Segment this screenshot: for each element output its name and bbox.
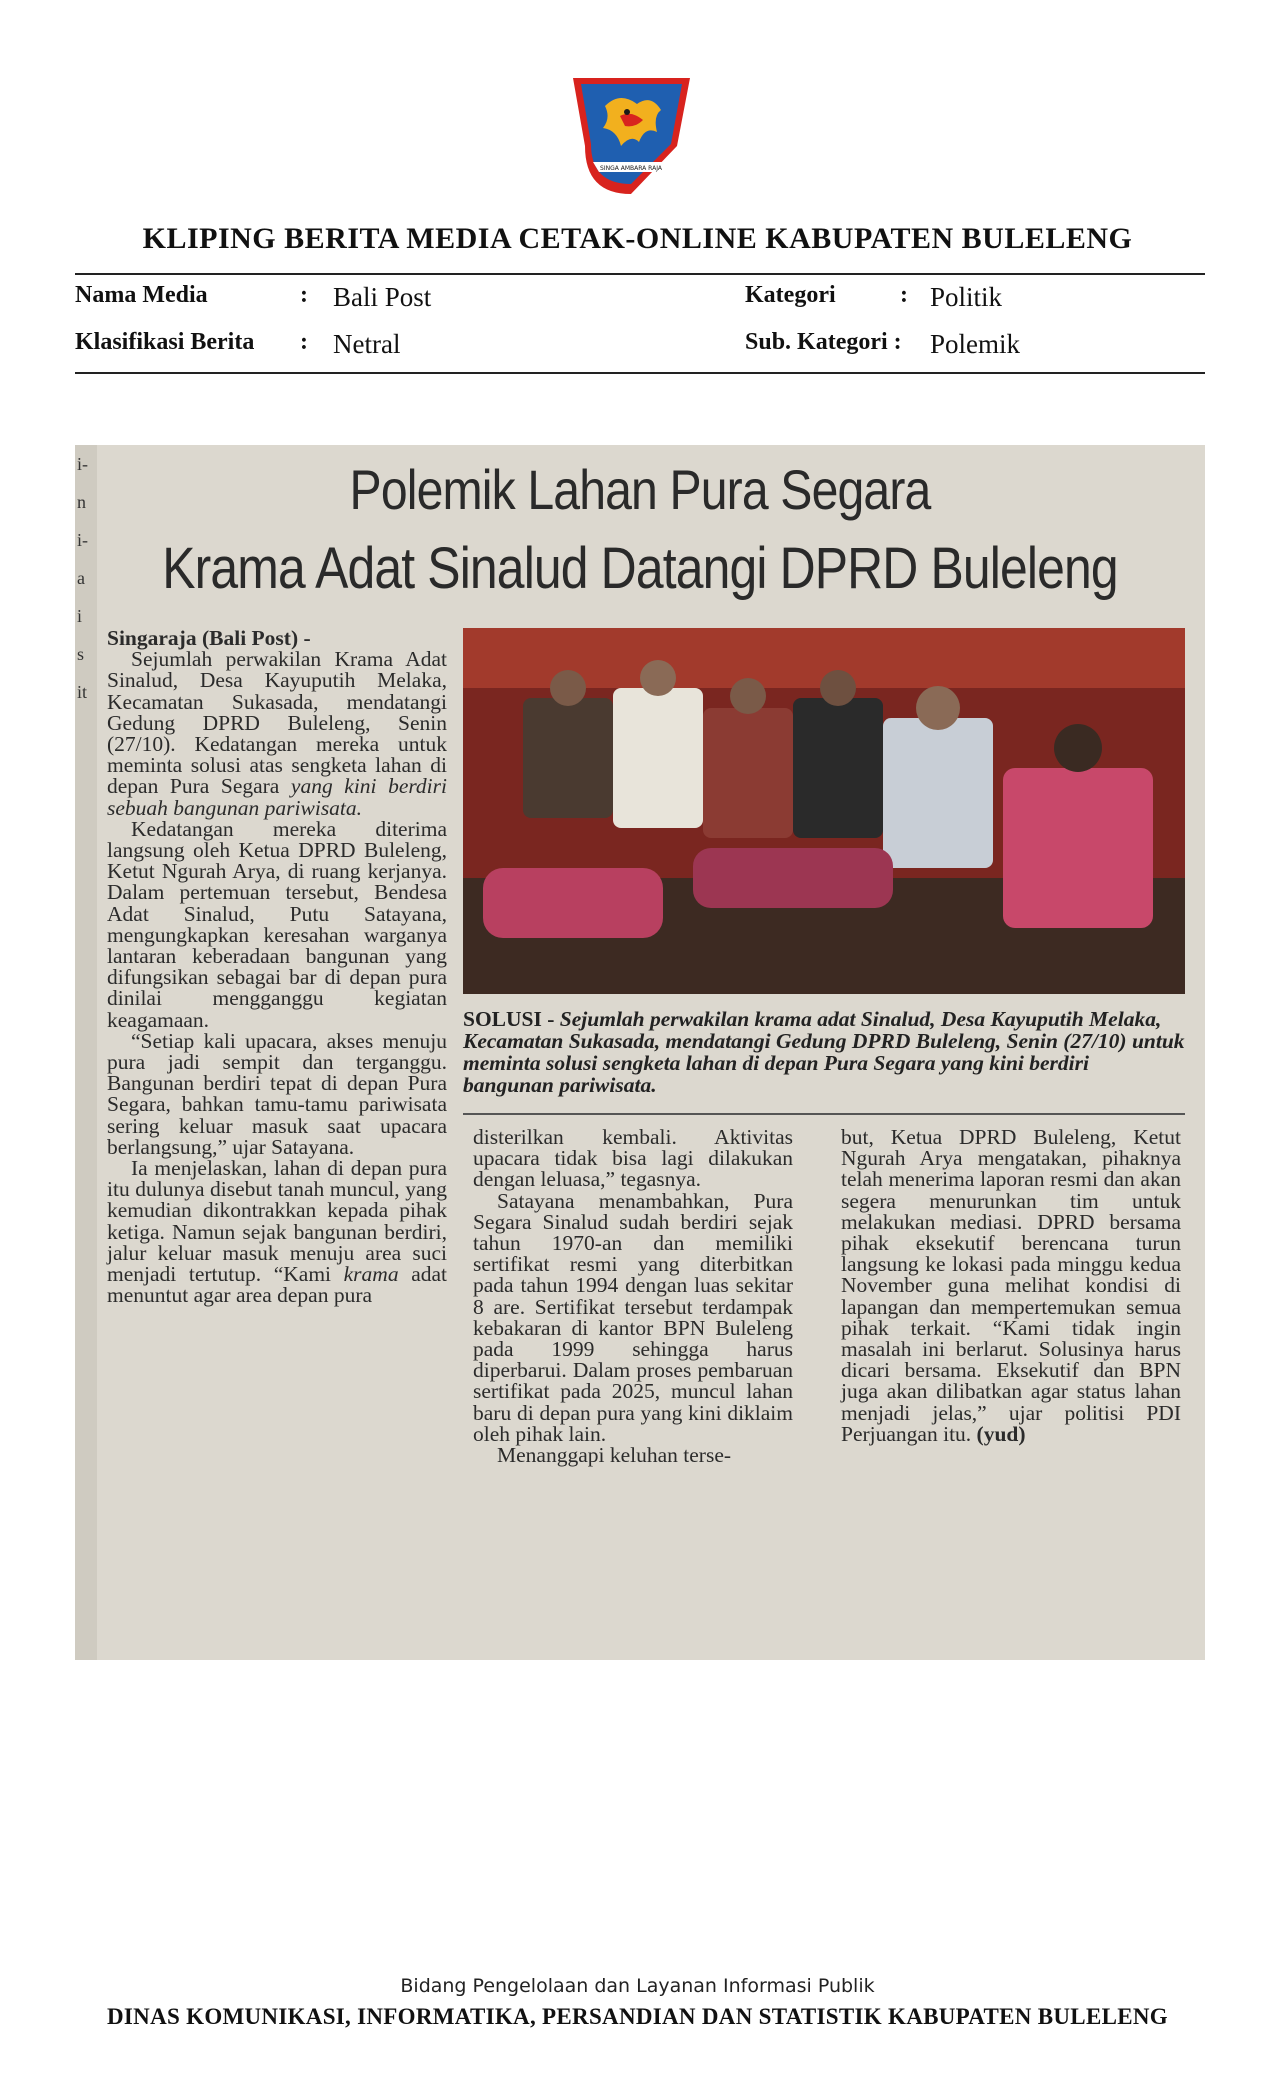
edge-letter: i- bbox=[77, 530, 88, 550]
photo-caption bbox=[463, 1008, 1185, 1096]
dateline: Singaraja (Bali Post) - bbox=[107, 626, 311, 650]
col1-paragraph-4-italic: krama bbox=[343, 1262, 399, 1287]
caption-divider bbox=[463, 1113, 1185, 1115]
logo-text: SINGA AMBARA RAJA bbox=[600, 165, 662, 172]
classification-value: Netral bbox=[333, 329, 401, 359]
top-divider bbox=[75, 273, 1205, 275]
regency-logo bbox=[565, 76, 698, 196]
subcategory-label: Sub. Kategori : bbox=[745, 329, 902, 355]
category-value: Politik bbox=[930, 282, 1003, 312]
author-signoff: (yud) bbox=[976, 1421, 1026, 1446]
article-photo bbox=[463, 628, 1185, 994]
edge-letters bbox=[77, 445, 88, 711]
headline-line-2: Krama Adat Sinalud Datangi DPRD Buleleng bbox=[162, 536, 1118, 601]
edge-letter: s bbox=[77, 644, 85, 664]
caption-lead: SOLUSI - bbox=[463, 1007, 555, 1031]
classification-label: Klasifikasi Berita bbox=[75, 329, 255, 355]
col1-paragraph-3: “Setiap kali upacara, akses menuju pura jadi sempit dan terganggu. Bangunan berdiri tepat di depan Pura Segara, bahkan tamu-tamu pariwisata sering keluar masuk saat upacara berlangsung,” ujar Satayana. bbox=[107, 1028, 447, 1159]
article-column-3 bbox=[841, 1127, 1181, 1445]
media-name-value: Bali Post bbox=[333, 282, 432, 312]
col1-paragraph-4b: adat menuntut agar area depan pura bbox=[107, 1262, 447, 1308]
col1-paragraph-1-italic: yang kini berdiri sebuah bangunan pariwisata. bbox=[107, 774, 447, 820]
caption-text: Sejumlah perwakilan krama adat Sinalud, Desa Kayuputih Melaka, Kecamatan Sukasada, mendatangi Gedung DPRD Buleleng, Senin (27/10) untuk meminta solusi sengketa lahan di depan Pura Segara yang kini berdiri bangunan pariwisata. bbox=[463, 1007, 1185, 1097]
edge-letter: n bbox=[77, 492, 86, 512]
bottom-divider bbox=[75, 372, 1205, 374]
edge-letter: i- bbox=[77, 454, 88, 474]
col3-paragraph-1: but, Ketua DPRD Buleleng, Ketut Ngurah Arya mengatakan, pihaknya telah menerima laporan resmi dan akan segera menurunkan tim untuk melakukan mediasi. DPRD bersama pihak eksekutif berencana turun langsung ke lokasi pada minggu kedua November guna melihat kondisi di lapangan dan mempertemukan semua pihak terkait. “Kami tidak ingin masalah ini berlarut. Solusinya harus dicari bersama. Eksekutif dan BPN juga akan dilibatkan agar status lahan menjadi jelas,” ujar politisi PDI Perjuangan itu. bbox=[841, 1125, 1181, 1446]
col2-paragraph-1: disterilkan kembali. Aktivitas upacara tidak bisa lagi dilakukan dengan leluasa,” tegasnya. bbox=[473, 1125, 793, 1192]
footer-department: Bidang Pengelolaan dan Layanan Informasi Publik bbox=[400, 1975, 875, 1997]
article-column-2 bbox=[473, 1127, 793, 1466]
col1-paragraph-4a: Ia menjelaskan, lahan di depan pura itu dulunya disebut tanah muncul, yang kemudian dikontrakkan kepada pihak ketiga. Namun sejak bangunan berdiri, jalur keluar masuk menuju area suci menjadi tertutup. “Kami bbox=[107, 1156, 447, 1287]
col2-paragraph-2: Satayana menambahkan, Pura Segara Sinalud sudah berdiri sejak tahun 1970-an dan memiliki sertifikat resmi yang diterbitkan pada tahun 1994 dengan luas sekitar 8 are. Sertifikat tersebut terdampak kebakaran di kantor BPN Buleleng pada 1999 sehingga harus diperbarui. Dalam proses pembaruan sertifikat pada 2025, muncul lahan baru di depan pura yang kini diklaim oleh pihak lain. bbox=[473, 1188, 793, 1446]
edge-letter: it bbox=[77, 682, 88, 702]
article-column-1 bbox=[107, 628, 447, 1307]
edge-letter: a bbox=[77, 568, 85, 588]
media-name-colon: : bbox=[300, 282, 308, 308]
classification-colon: : bbox=[300, 329, 308, 355]
col1-paragraph-2: Kedatangan mereka diterima langsung oleh Ketua DPRD Buleleng, Ketut Ngurah Arya, di ruang kerjanya. Dalam pertemuan tersebut, Bendesa Adat Sinalud, Putu Satayana, mengungkapkan keresahan warganya lantaran keberadaan bangunan yang difungsikan sebagai bar di depan pura dinilai mengganggu kegiatan keagamaan. bbox=[107, 816, 447, 1032]
newspaper-clipping bbox=[75, 445, 1205, 1660]
document-title: KLIPING BERITA MEDIA CETAK-ONLINE KABUPATEN BULELENG bbox=[142, 222, 1133, 255]
col2-paragraph-3: Menanggapi keluhan terse- bbox=[497, 1443, 732, 1468]
category-label: Kategori bbox=[745, 282, 836, 308]
clipping-left-edge bbox=[75, 445, 97, 1660]
media-name-label: Nama Media bbox=[75, 282, 208, 308]
headline-line-1: Polemik Lahan Pura Segara bbox=[349, 458, 931, 521]
edge-letter: i bbox=[77, 606, 83, 626]
subcategory-value: Polemik bbox=[930, 329, 1021, 359]
category-colon: : bbox=[900, 282, 908, 308]
footer-agency: DINAS KOMUNIKASI, INFORMATIKA, PERSANDIAN DAN STATISTIK KABUPATEN BULELENG bbox=[107, 2004, 1168, 2029]
col1-paragraph-1: Sejumlah perwakilan Krama Adat Sinalud, Desa Kayuputih Melaka, Kecamatan Sukasada, mendatangi Gedung DPRD Buleleng, Senin (27/10). Kedatangan mereka untuk meminta solusi atas sengketa lahan di depan Pura Segara bbox=[107, 647, 447, 799]
